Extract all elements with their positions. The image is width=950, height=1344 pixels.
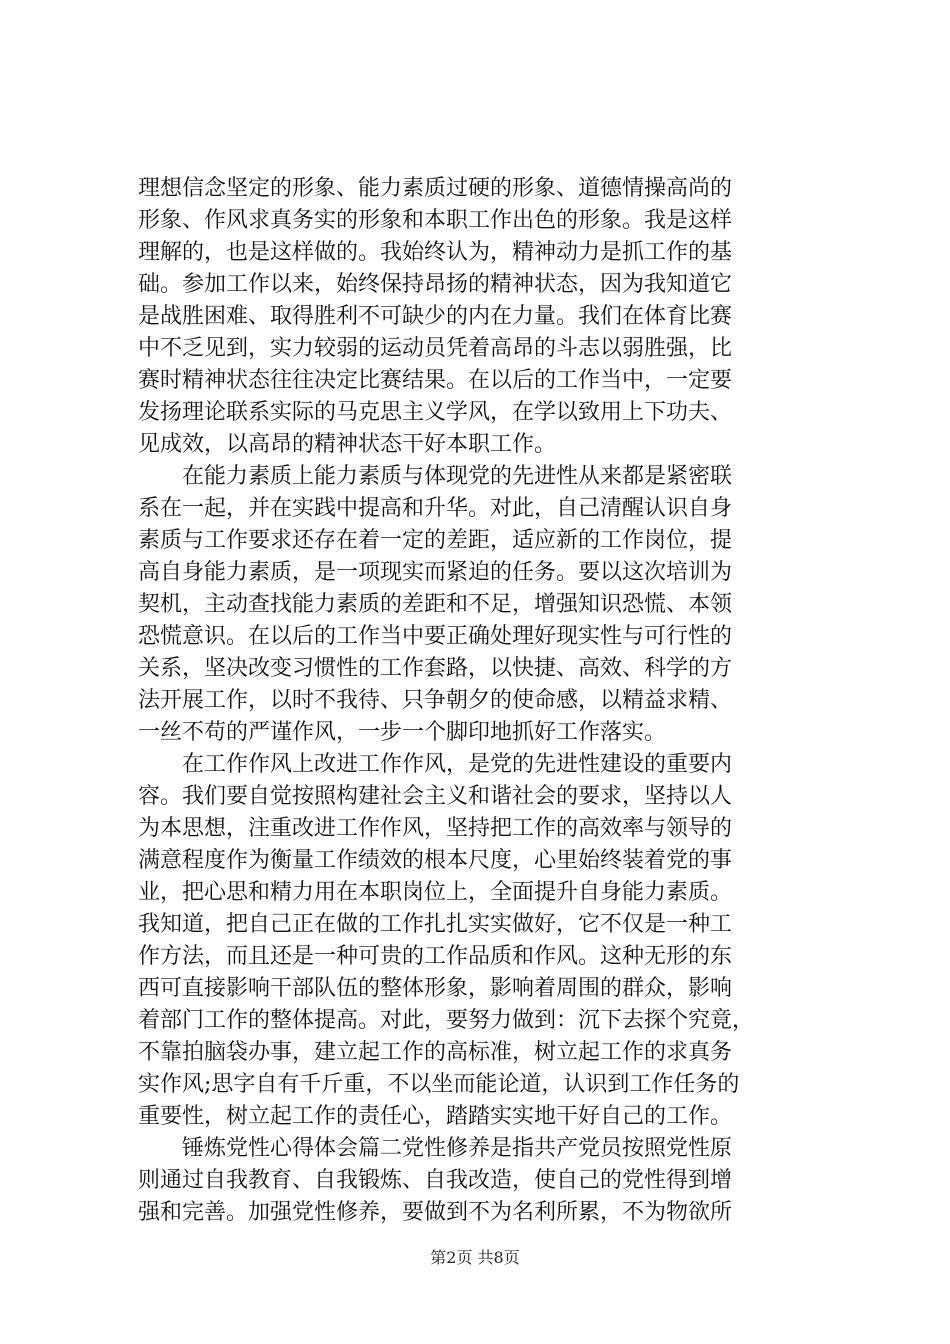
text-line: 发扬理论联系实际的马克思主义学风，在学以致用上下功夫、 [138,400,733,425]
text-line: 一丝不苟的严谨作风，一步一个脚印地抓好工作落实。 [138,720,667,745]
text-line: 不靠拍脑袋办事，建立起工作的高标准，树立起工作的求真务 [138,1040,733,1065]
text-line: 契机，主动查找能力素质的差距和不足，增强知识恐慌、本领 [138,592,733,617]
text-line: 见成效，以高昂的精神状态干好本职工作。 [138,432,557,457]
text-line: 赛时精神状态往往决定比赛结果。在以后的工作当中，一定要 [138,368,733,393]
text-line: 础。参加工作以来，始终保持昂扬的精神状态，因为我知道它 [138,272,733,297]
text-line: 中不乏见到，实力较弱的运动员凭着高昂的斗志以弱胜强，比 [138,336,733,361]
text-line: 满意程度作为衡量工作绩效的根本尺度，心里始终装着党的事 [138,848,733,873]
text-line: 着部门工作的整体提高。对此，要努力做到：沉下去探个究竟， [138,1008,755,1033]
text-line: 锤炼党性心得体会篇二党性修养是指共产党员按照党性原 [138,1136,733,1161]
text-line: 理解的，也是这样做的。我始终认为，精神动力是抓工作的基 [138,240,733,265]
text-line: 在能力素质上能力素质与体现党的先进性从来都是紧密联 [138,464,733,489]
body-text [138,173,833,1229]
text-line: 关系，坚决改变习惯性的工作套路，以快捷、高效、科学的方 [138,656,733,681]
text-line: 是战胜困难、取得胜利不可缺少的内在力量。我们在体育比赛 [138,304,733,329]
text-line: 形象、作风求真务实的形象和本职工作出色的形象。我是这样 [138,208,733,233]
text-line: 素质与工作要求还存在着一定的差距，适应新的工作岗位，提 [138,528,733,553]
text-line: 我知道，把自己正在做的工作扎扎实实做好，它不仅是一种工 [138,912,733,937]
text-line: 容。我们要自觉按照构建社会主义和谐社会的要求，坚持以人 [138,784,733,809]
page-number-footer: 第2页 共8页 [430,1248,520,1267]
text-line: 西可直接影响干部队伍的整体形象，影响着周围的群众，影响 [138,976,733,1001]
text-line: 高自身能力素质，是一项现实而紧迫的任务。要以这次培训为 [138,560,733,585]
text-line: 强和完善。加强党性修养，要做到不为名利所累，不为物欲所 [138,1200,733,1225]
text-line: 为本思想，注重改进工作作风，坚持把工作的高效率与领导的 [138,816,733,841]
text-line: 则通过自我教育、自我锻炼、自我改造，使自己的党性得到增 [138,1168,733,1193]
text-line: 法开展工作，以时不我待、只争朝夕的使命感，以精益求精、 [138,688,733,713]
text-line: 理想信念坚定的形象、能力素质过硬的形象、道德情操高尚的 [138,176,733,201]
text-line: 实作风;思字自有千斤重，不以坐而能论道，认识到工作任务的 [138,1072,740,1097]
text-line: 系在一起，并在实践中提高和升华。对此，自己清醒认识自身 [138,496,733,521]
text-line: 业，把心思和精力用在本职岗位上，全面提升自身能力素质。 [138,880,733,905]
text-line: 作方法，而且还是一种可贵的工作品质和作风。这种无形的东 [138,944,733,969]
text-line: 重要性，树立起工作的责任心，踏踏实实地干好自己的工作。 [138,1104,733,1129]
text-line: 恐慌意识。在以后的工作当中要正确处理好现实性与可行性的 [138,624,733,649]
text-line: 在工作作风上改进工作作风，是党的先进性建设的重要内 [138,752,733,777]
